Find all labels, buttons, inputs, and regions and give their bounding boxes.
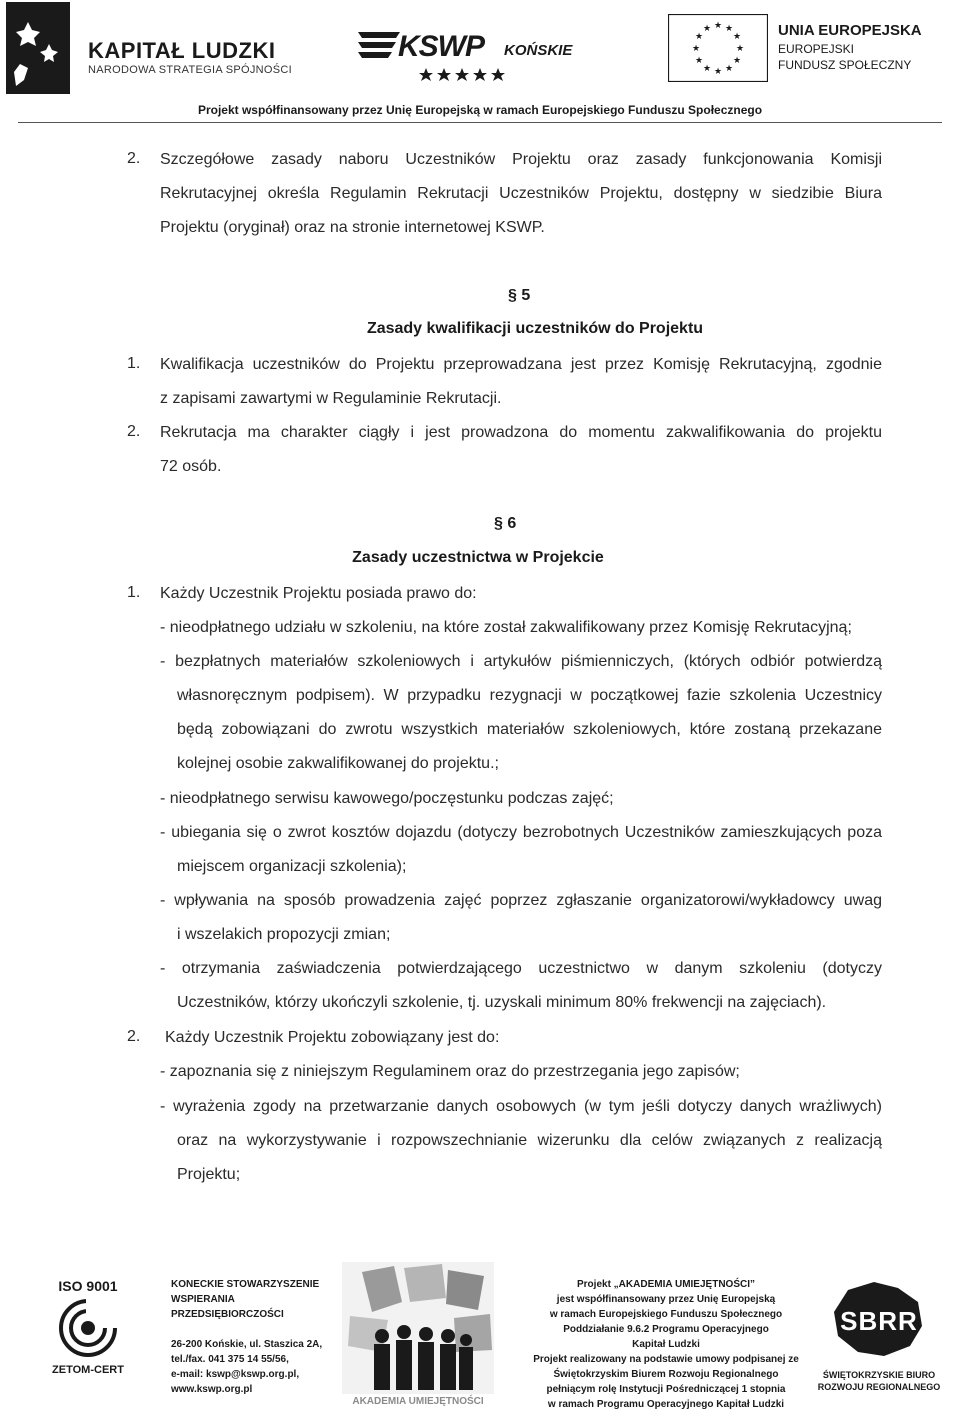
item-2-line: Szczegółowe zasady naboru Uczestników Projektu oraz zasady funkcjonowania Komisji (160, 151, 882, 168)
right-item-cont: Uczestników, którzy ukończyli szkolenie, tj. uzyskali minimum 80% frekwencji na zajęciach). (177, 994, 827, 1011)
kswp-stars-icon (418, 66, 518, 82)
duty-item-cont: Projektu; (177, 1166, 241, 1183)
right-item-cont: kolejnej osobie zakwalifikowanej do projektu.; (177, 755, 499, 772)
project-line: Projekt „AKADEMIA UMIEJĘTNOŚCI” (577, 1279, 755, 1290)
kswp-town: KOŃSKIE (504, 42, 573, 59)
iso-certifier: ZETOM-CERT (52, 1364, 124, 1376)
section-6-symbol: § 6 (494, 515, 517, 532)
s6-p1-text: Każdy Uczestnik Projektu posiada prawo do: (160, 585, 477, 602)
sbrr-logo-text: SBRR (840, 1306, 918, 1336)
svg-text:★: ★ (724, 64, 734, 74)
duty-item: - wyrażenia zgody na przetwarzanie danych osobowych (w tym jeśli dotyczy danych wrażliwych) (160, 1098, 882, 1115)
right-item-cont: będą zobowiązani do zwrotu wszystkich materiałów szkoleniowych, które zostaną przekazane (177, 721, 882, 738)
item-2-number: 2. (127, 150, 141, 167)
s5-p1-line: z zapisami zawartymi w Regulaminie Rekrutacji. (160, 390, 502, 407)
item-2-line: Rekrutacyjnej określa Regulamin Rekrutacji Uczestników Projektu, dostępny w siedzibie Biura (160, 185, 882, 202)
s5-p1-line: Kwalifikacja uczestników do Projektu przeprowadzana jest przez Komisję Rekrutacyjną, zgodnie (160, 356, 882, 373)
duty-item: - zapoznania się z niniejszym Regulaminem oraz do przestrzegania jego zapisów; (160, 1063, 740, 1080)
project-line: Projekt realizowany na podstawie umowy podpisanej ze (533, 1354, 799, 1365)
right-item: - otrzymania zaświadczenia potwierdzającego uczestnictwo w danym szkoleniu (dotyczy (160, 960, 882, 977)
org-website: www.kswp.org.pl (171, 1384, 253, 1395)
section-5-title: Zasady kwalifikacji uczestników do Projektu (366, 320, 704, 337)
right-item: - nieodpłatnego udziału w szkoleniu, na które został zakwalifikowany przez Komisję Rekrutacyjną; (160, 619, 852, 636)
org-address: 26-200 Końskie, ul. Staszica 2A, (171, 1339, 323, 1350)
svg-text:★: ★ (694, 32, 704, 42)
section-6-title: Zasady uczestnictwa w Projekcie (352, 549, 604, 566)
sbrr-name-line1: ŚWIĘTOKRZYSKIE BIURO (822, 1370, 936, 1380)
iso-9001-logo (38, 1278, 138, 1390)
sbrr-logo (806, 1280, 952, 1400)
eu-fund-line1: EUROPEJSKI (778, 42, 855, 56)
svg-text:★: ★ (732, 56, 742, 66)
kswp-logo (356, 16, 616, 84)
right-item: - nieodpłatnego serwisu kawowego/poczęstunku podczas zajęć; (160, 790, 614, 807)
s6-p2-text: Każdy Uczestnik Projektu zobowiązany jest do: (165, 1029, 500, 1046)
akademia-label: AKADEMIA UMIEJĘTNOŚCI (352, 1396, 484, 1407)
project-line: pełniącym rolę Instytucji Pośredniczącej 1 stopnia (546, 1384, 786, 1395)
kapital-ludzki-title: KAPITAŁ LUDZKI (88, 38, 276, 63)
s5-p2-number: 2. (127, 423, 141, 440)
project-line: w ramach Programu Operacyjnego Kapitał Ludzki (547, 1399, 785, 1410)
svg-text:★: ★ (702, 64, 712, 74)
org-line: PRZEDSIĘBIORCZOŚCI (171, 1309, 284, 1320)
project-line: Poddziałanie 9.6.2 Programu Operacyjnego (563, 1324, 769, 1335)
svg-text:★: ★ (694, 56, 704, 66)
business-people-image-icon (342, 1262, 494, 1394)
svg-text:★: ★ (735, 44, 745, 54)
project-line: Kapitał Ludzki (632, 1339, 700, 1350)
kapital-ludzki-logo (6, 2, 292, 96)
project-info (510, 1277, 822, 1412)
right-item: - bezpłatnych materiałów szkoleniowych i artykułów piśmienniczych, (których odbiór potwierdzą (160, 653, 882, 670)
svg-text:★: ★ (691, 44, 701, 54)
right-item-cont: i wszelakich propozycji zmian; (177, 926, 391, 943)
svg-text:★: ★ (732, 32, 742, 42)
svg-text:★: ★ (702, 24, 712, 34)
project-line: Świętokrzyskim Biurem Rozwoju Regionalnego (553, 1369, 779, 1380)
duty-item-cont: oraz na wykorzystywanie i rozpowszechnianie wizerunku dla celów związanych z realizacją (177, 1132, 882, 1149)
project-line: jest współfinansowany przez Unię Europejską (556, 1294, 776, 1305)
org-line: KONECKIE STOWARZYSZENIE (171, 1279, 320, 1290)
kswp-logo-text: KSWP (398, 30, 484, 63)
org-phone: tel./fax. 041 375 14 55/56, (171, 1354, 289, 1365)
eu-fund-line2: FUNDUSZ SPOŁECZNY (778, 58, 912, 72)
section-5-symbol: § 5 (508, 287, 531, 304)
header-divider (18, 122, 942, 123)
organization-info (171, 1277, 341, 1397)
iso-certificate-icon (58, 1298, 118, 1358)
s5-p2-line: 72 osób. (160, 458, 222, 475)
org-email: e-mail: kswp@kswp.org.pl, (171, 1369, 300, 1380)
org-spacer (171, 1322, 341, 1337)
right-item-cont: miejscem organizacji szkolenia); (177, 858, 407, 875)
s6-p1-number: 1. (127, 584, 141, 601)
right-item-cont: własnoręcznym podpisem). W przypadku rezygnacji w początkowej fazie szkolenia Uczestnicy (177, 687, 882, 704)
kapital-ludzki-subtitle: NARODOWA STRATEGIA SPÓJNOŚCI (88, 64, 292, 76)
org-line: WSPIERANIA (171, 1294, 235, 1305)
eu-title: UNIA EUROPEJSKA (778, 22, 922, 39)
sbrr-name-line2: ROZWOJU REGIONALNEGO (817, 1382, 941, 1392)
s6-p2-number: 2. (127, 1028, 141, 1045)
svg-text:★: ★ (713, 21, 723, 31)
akademia-photo (342, 1262, 494, 1412)
svg-text:★: ★ (713, 67, 723, 77)
svg-text:★: ★ (724, 24, 734, 34)
project-line: w ramach Europejskiego Funduszu Społecznego (549, 1309, 783, 1320)
item-2-line: Projektu (oryginał) oraz na stronie internetowej KSWP. (160, 219, 545, 236)
cofinance-note: Projekt współfinansowany przez Unię Europejską w ramach Europejskiego Funduszu Społecznego (197, 103, 763, 117)
right-item: - ubiegania się o zwrot kosztów dojazdu (dotyczy bezrobotnych Uczestników zamieszkujących poza (160, 824, 882, 841)
eu-flag-icon (668, 14, 768, 82)
s5-p1-number: 1. (127, 355, 141, 372)
right-item: - wpływania na sposób prowadzenia zajęć poprzez zgłaszanie organizatorowi/wykładowcy uwag (160, 892, 882, 909)
s5-p2-line: Rekrutacja ma charakter ciągły i jest prowadzona do momentu zakwalifikowania do projektu (160, 424, 882, 441)
kapital-ludzki-star-icon (6, 2, 70, 94)
iso-label: ISO 9001 (58, 1278, 118, 1294)
